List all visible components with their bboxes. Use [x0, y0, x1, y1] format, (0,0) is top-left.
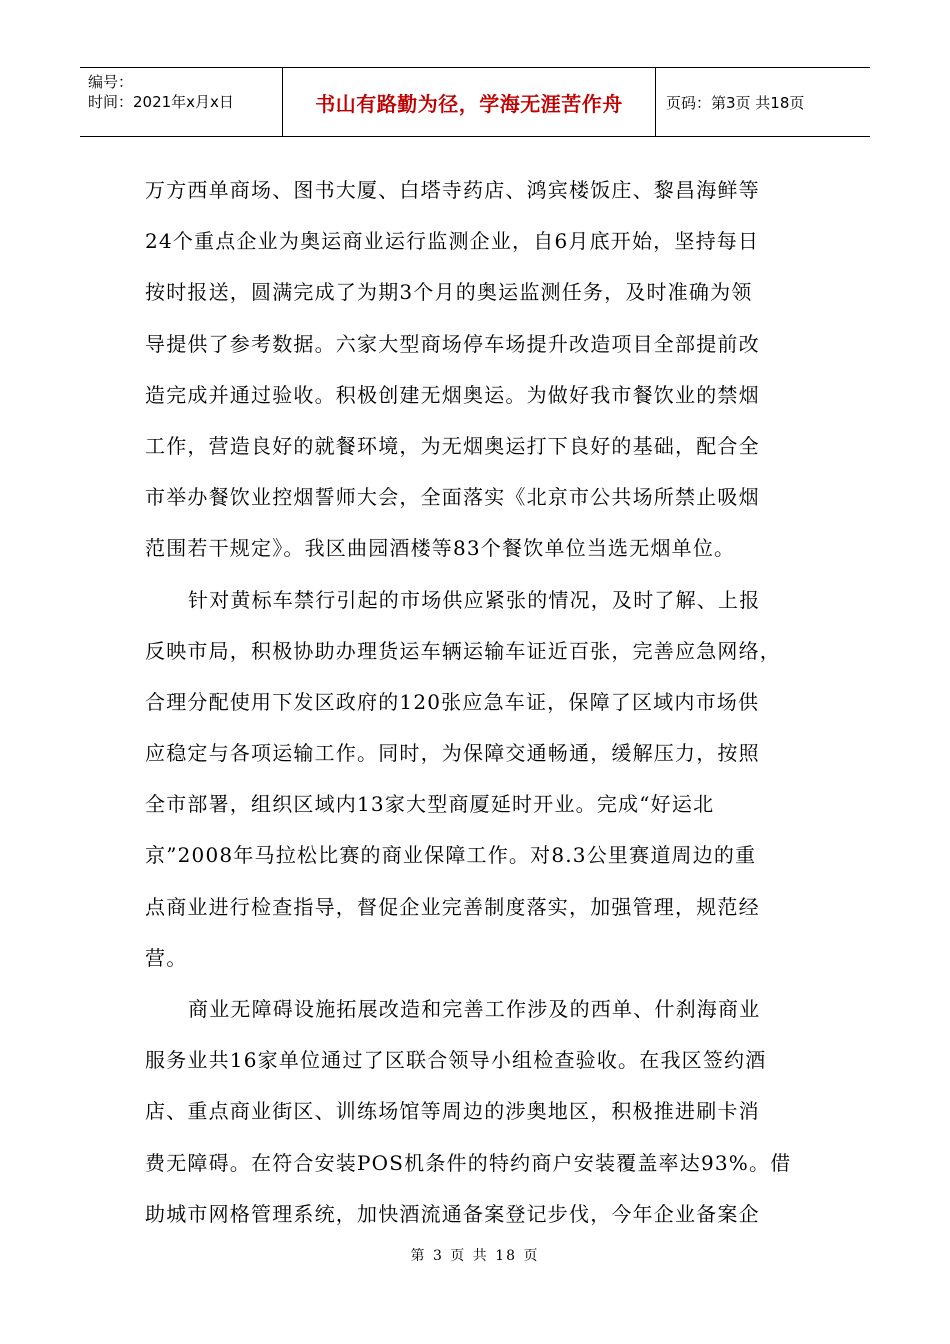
header-page-cell	[656, 68, 870, 136]
text-line: 商业无障碍设施拓展改造和完善工作涉及的西单、什刹海商业	[188, 997, 761, 1021]
text-line: 服务业共16家单位通过了区联合领导小组检查验收。在我区签约酒	[145, 1048, 767, 1073]
motto-text: 书山有路勤为径，学海无涯苦作舟	[315, 91, 623, 116]
page-footer: 第 3 页 共 18 页	[410, 1248, 540, 1264]
text-line: 费无障碍。在符合安装POS机条件的特约商户安装覆盖率达93%。借	[145, 1150, 792, 1175]
text-line: 反映市局，积极协助办理货运车辆运输车证近百张，完善应急网络，	[145, 638, 781, 663]
text-line: 营。	[145, 945, 188, 970]
text-line: 合理分配使用下发区政府的120张应急车证，保障了区域内市场供	[145, 689, 760, 714]
text-line: 点商业进行检查指导，督促企业完善制度落实，加强管理，规范经	[145, 894, 760, 919]
text-line: 针对黄标车禁行引起的市场供应紧张的情况，及时了解、上报	[188, 587, 761, 612]
text-line: 导提供了参考数据。六家大型商场停车场提升改造项目全部提前改	[145, 331, 760, 356]
time-label: 时间：2021年x月x日	[88, 93, 234, 111]
text-line: 全市部署，组织区域内13家大型商厦延时开业。完成“好运北	[145, 792, 715, 817]
header-motto-cell	[283, 68, 656, 136]
text-line: 24个重点企业为奥运商业运行监测企业，自6月底开始，坚持每日	[145, 229, 760, 254]
page-info: 页码：第3页 共18页	[666, 93, 805, 112]
text-line: 应稳定与各项运输工作。同时，为保障交通畅通，缓解压力，按照	[145, 741, 760, 766]
text-line: 万方西单商场、图书大厦、白塔寺药店、鸿宾楼饭庄、黎昌海鲜等	[145, 178, 760, 202]
document-body	[145, 165, 810, 1240]
number-label: 编号：	[88, 73, 134, 91]
text-line: 助城市网格管理系统，加快酒流通备案登记步伐，今年企业备案企	[145, 1201, 760, 1226]
text-line: 范围若干规定》。我区曲园酒楼等83个餐饮单位当选无烟单位。	[145, 536, 736, 561]
page-header	[80, 67, 870, 137]
text-line: 工作，营造良好的就餐环境，为无烟奥运打下良好的基础，配合全	[145, 433, 760, 458]
text-line: 按时报送，圆满完成了为期3个月的奥运监测任务，及时准确为领	[145, 280, 753, 305]
text-line: 店、重点商业街区、训练场馆等周边的涉奥地区，积极推进刷卡消	[145, 1099, 760, 1124]
text-line: 市举办餐饮业控烟誓师大会，全面落实《北京市公共场所禁止吸烟	[145, 485, 760, 510]
text-line: 造完成并通过验收。积极创建无烟奥运。为做好我市餐饮业的禁烟	[145, 382, 760, 407]
header-left-cell	[80, 68, 283, 136]
text-line: 京”2008年马拉松比赛的商业保障工作。对8.3公里赛道周边的重	[145, 843, 757, 868]
